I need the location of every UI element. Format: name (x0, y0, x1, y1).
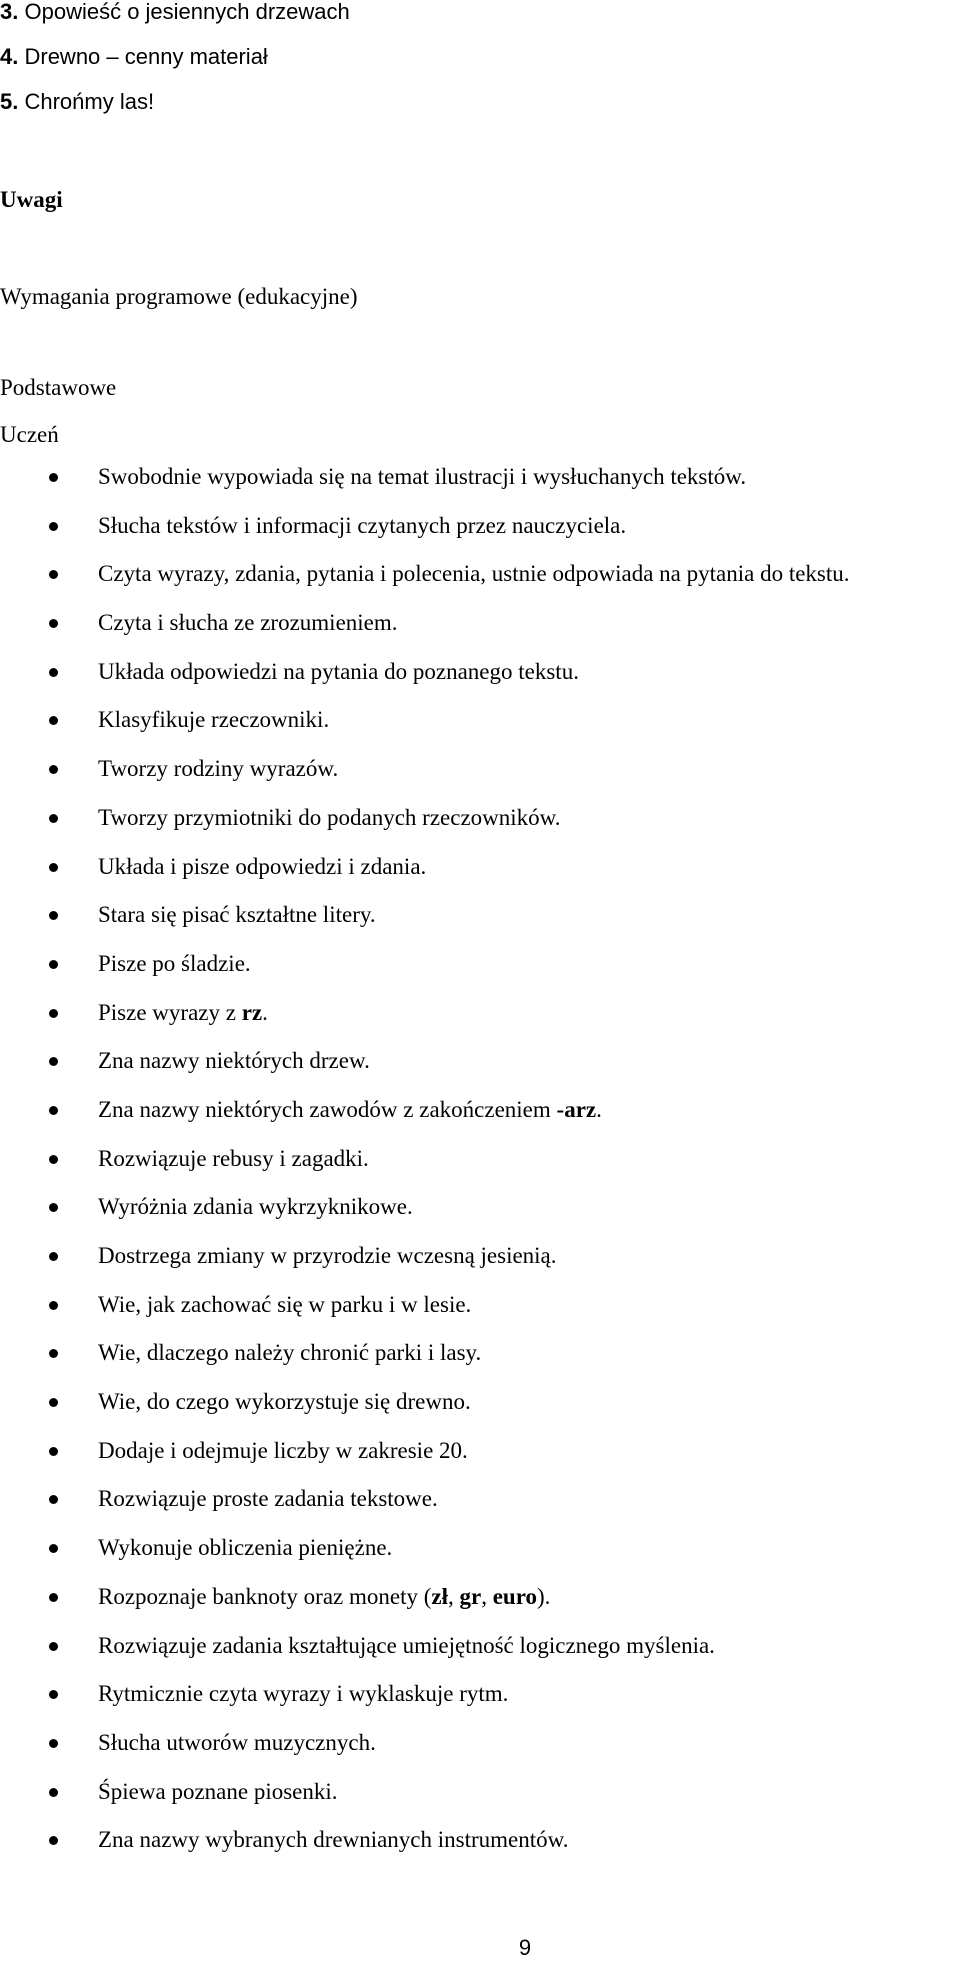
list-item-text (98, 1439, 468, 1462)
list-item-text (98, 1098, 602, 1121)
bullet-icon (49, 1593, 58, 1602)
list-item (0, 514, 960, 563)
bullet-icon (49, 1642, 58, 1651)
list-item (0, 1536, 960, 1585)
item-number: 5. (0, 89, 19, 114)
text-fragment: Czyta wyrazy, zdania, pytania i polecenia, ustnie odpowiada na pytania do tekstu. (98, 561, 850, 587)
text-fragment: , (481, 1583, 493, 1609)
list-item (0, 465, 960, 514)
bullet-icon (49, 1495, 58, 1504)
text-fragment: Dodaje i odejmuje liczby w zakresie 20. (98, 1437, 468, 1463)
top-list-item-3 (0, 1, 350, 23)
bullet-icon (49, 1155, 58, 1164)
bullet-icon (49, 570, 58, 579)
item-text: Chrońmy las! (24, 89, 155, 114)
text-fragment: Słucha tekstów i informacji czytanych przez nauczyciela. (98, 512, 627, 538)
list-item-text (98, 1001, 268, 1024)
text-fragment: Rozpoznaje banknoty oraz monety ( (98, 1583, 432, 1609)
list-item-text (98, 1487, 438, 1510)
text-fragment: Słucha utworów muzycznych. (98, 1729, 376, 1755)
list-item-text (98, 1585, 550, 1608)
bullet-icon (49, 1349, 58, 1358)
text-fragment: Zna nazwy niektórych drzew. (98, 1048, 370, 1074)
text-fragment: Wykonuje obliczenia pieniężne. (98, 1535, 393, 1561)
bullet-icon (49, 1057, 58, 1066)
list-item (0, 1293, 960, 1342)
text-fragment: Klasyfikuje rzeczowniki. (98, 707, 330, 733)
heading-uczen: Uczeń (0, 422, 59, 447)
bullet-icon (49, 619, 58, 628)
item-text: Opowieść o jesiennych drzewach (24, 0, 350, 24)
bullet-icon (49, 1106, 58, 1115)
bullet-icon (49, 814, 58, 823)
bullet-icon (49, 863, 58, 872)
bullet-icon (49, 1398, 58, 1407)
list-item-text (98, 1341, 481, 1364)
list-item-text (98, 903, 376, 926)
bullet-icon (49, 668, 58, 677)
text-fragment: ). (537, 1583, 551, 1609)
text-fragment: Swobodnie wypowiada się na temat ilustracji i wysłuchanych tekstów. (98, 464, 747, 489)
list-item-text (98, 514, 626, 537)
text-fragment: Stara się pisać kształtne litery. (98, 902, 376, 928)
list-item-text (98, 1634, 715, 1657)
text-fragment: Zna nazwy wybranych drewnianych instrumentów. (98, 1827, 569, 1853)
list-item-text (98, 1682, 508, 1705)
item-number: 3. (0, 0, 19, 24)
list-item-text (98, 708, 329, 731)
list-item-text (98, 806, 561, 829)
list-item (0, 1439, 960, 1488)
item-text: Drewno – cenny materiał (24, 44, 268, 69)
list-item-text (98, 1390, 471, 1413)
bullet-icon (49, 1301, 58, 1310)
bullet-icon (49, 1690, 58, 1699)
list-item (0, 708, 960, 757)
text-fragment: Pisze po śladzie. (98, 950, 251, 976)
text-fragment: Rozwiązuje proste zadania tekstowe. (98, 1486, 438, 1512)
list-item-text (98, 1147, 369, 1170)
list-item (0, 903, 960, 952)
list-item (0, 757, 960, 806)
list-item (0, 1001, 960, 1050)
text-fragment: Wie, dlaczego należy chronić parki i lasy. (98, 1340, 482, 1366)
list-item (0, 952, 960, 1001)
list-item (0, 1682, 960, 1731)
list-item (0, 1049, 960, 1098)
text-fragment: Wie, jak zachować się w parku i w lesie. (98, 1291, 472, 1317)
heading-wymagania: Wymagania programowe (edukacyjne) (0, 284, 358, 309)
bullet-icon (49, 716, 58, 725)
bullet-icon (49, 1009, 58, 1018)
list-item (0, 1341, 960, 1390)
bullet-icon (49, 473, 58, 482)
text-fragment: Tworzy przymiotniki do podanych rzeczowników. (98, 804, 561, 830)
heading-uwagi: Uwagi (0, 187, 63, 212)
list-item-text (98, 1293, 471, 1316)
text-fragment: Dostrzega zmiany w przyrodzie wczesną jesienią. (98, 1243, 557, 1268)
text-fragment: . (262, 999, 268, 1025)
bullet-icon (49, 1836, 58, 1845)
text-fragment: Czyta i słucha ze zrozumieniem. (98, 610, 398, 636)
list-item-text (98, 465, 746, 488)
list-item-text (98, 611, 398, 634)
bullet-icon (49, 1252, 58, 1261)
list-item-text (98, 1195, 413, 1218)
list-item-text (98, 562, 850, 585)
list-item (0, 1828, 960, 1877)
bold-fragment: -arz (556, 1096, 597, 1122)
list-item (0, 1098, 960, 1147)
text-fragment: Tworzy rodziny wyrazów. (98, 756, 339, 782)
bullet-icon (49, 522, 58, 531)
requirements-list (0, 465, 960, 1877)
bullet-icon (49, 1788, 58, 1797)
text-fragment: Wie, do czego wykorzystuje się drewno. (98, 1389, 471, 1415)
text-fragment: Rozwiązuje zadania kształtujące umiejętność logicznego myślenia. (98, 1632, 715, 1658)
text-fragment: Układa i pisze odpowiedzi i zdania. (98, 853, 427, 879)
list-item (0, 1634, 960, 1683)
bullet-icon (49, 1544, 58, 1553)
list-item (0, 611, 960, 660)
text-fragment: Układa odpowiedzi na pytania do poznanego tekstu. (98, 658, 579, 684)
list-item-text (98, 660, 579, 683)
text-fragment: Śpiewa poznane piosenki. (98, 1778, 338, 1804)
list-item-text (98, 1244, 557, 1267)
list-item-text (98, 952, 251, 975)
list-item-text (98, 1828, 569, 1851)
bullet-icon (49, 911, 58, 920)
bold-fragment: rz (241, 999, 263, 1025)
list-item-text (98, 1536, 392, 1559)
bullet-icon (49, 1203, 58, 1212)
text-fragment: Zna nazwy niektórych zawodów z zakończeniem (98, 1096, 557, 1122)
item-number: 4. (0, 44, 19, 69)
list-item (0, 1147, 960, 1196)
list-item (0, 1195, 960, 1244)
list-item-text (98, 855, 426, 878)
list-item (0, 1487, 960, 1536)
text-fragment: , (448, 1583, 460, 1609)
list-item (0, 855, 960, 904)
list-item-text (98, 1731, 376, 1754)
list-item (0, 1731, 960, 1780)
bold-fragment: gr (459, 1583, 482, 1609)
bold-fragment: euro (492, 1583, 538, 1609)
list-item-text (98, 757, 338, 780)
list-item (0, 1780, 960, 1829)
text-fragment: Wyróżnia zdania wykrzyknikowe. (98, 1194, 413, 1220)
bullet-icon (49, 1739, 58, 1748)
bold-fragment: zł (431, 1583, 448, 1609)
list-item (0, 562, 960, 611)
list-item (0, 806, 960, 855)
list-item (0, 660, 960, 709)
text-fragment: Rozwiązuje rebusy i zagadki. (98, 1145, 369, 1171)
bullet-icon (49, 1447, 58, 1456)
heading-podstawowe: Podstawowe (0, 375, 117, 400)
list-item (0, 1585, 960, 1634)
list-item (0, 1390, 960, 1439)
top-list-item-5 (0, 91, 154, 113)
list-item (0, 1244, 960, 1293)
text-fragment: . (596, 1096, 602, 1122)
list-item-text (98, 1780, 338, 1803)
text-fragment: Rytmicznie czyta wyrazy i wyklaskuje rytm. (98, 1681, 509, 1707)
page-number: 9 (518, 1935, 532, 1960)
bullet-icon (49, 765, 58, 774)
bullet-icon (49, 960, 58, 969)
top-list-item-4 (0, 46, 268, 68)
text-fragment: Pisze wyrazy z (98, 999, 242, 1025)
list-item-text (98, 1049, 370, 1072)
